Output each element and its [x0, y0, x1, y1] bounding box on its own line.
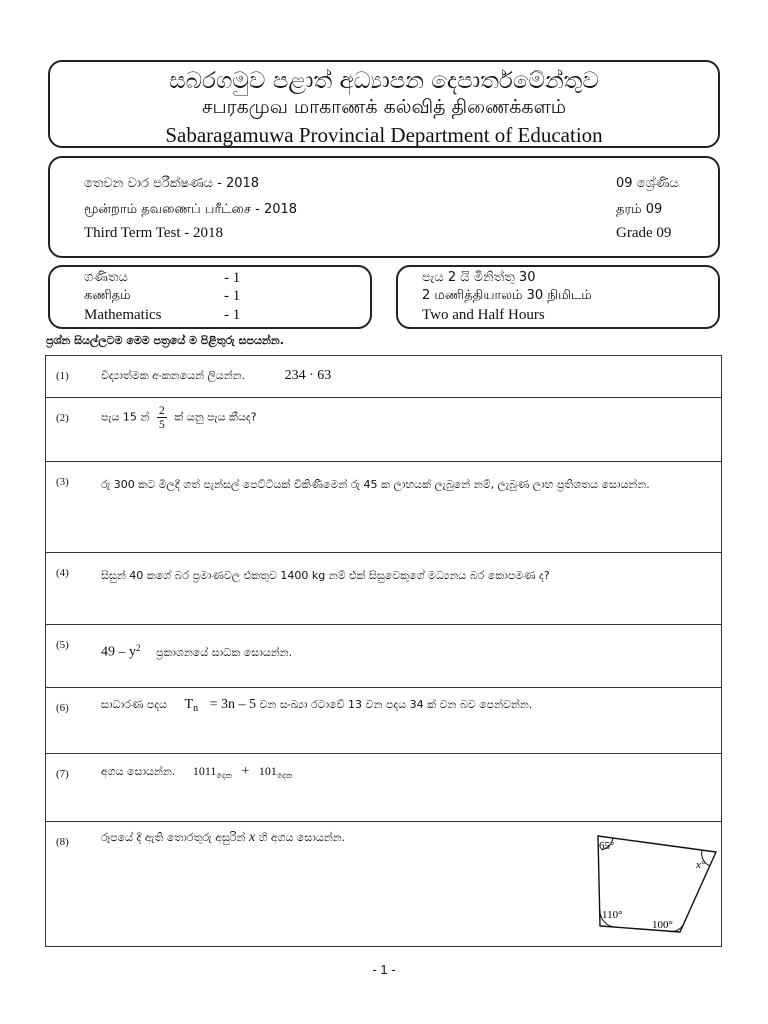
subject-tamil-paper: - 1: [224, 288, 241, 304]
question-number: (2): [56, 412, 69, 424]
fraction: [157, 404, 167, 431]
question-6: [46, 688, 721, 754]
question-text: සිසුන් 40 කගේ බර ප්‍රමාණවල එකතුව 1400 kg නම් එක් සිසුවෙකුගේ මධ්‍යනය බර කොපමණ ද?: [101, 569, 550, 582]
binary-a-base: දෙක: [216, 771, 232, 781]
question-7: [46, 754, 721, 822]
header-tamil: சபரகமுவ மாகாணக் கல்வித் திணைக்களம்: [201, 96, 567, 118]
angle-label-x: x°: [696, 859, 706, 871]
question-3: [46, 462, 721, 553]
question-number: (3): [56, 476, 69, 488]
question-number: (5): [56, 639, 69, 651]
term-equation: = 3n – 5: [209, 697, 256, 712]
fraction-denominator: 5: [158, 417, 165, 431]
page-number: - 1 -: [372, 962, 396, 977]
question-text-post: ක් යනු පැය කීයද?: [174, 410, 257, 424]
angle-label-110: 110°: [602, 909, 623, 921]
binary-b: 101: [258, 764, 277, 778]
term-symbol: T: [184, 697, 194, 712]
angle-label-65: 65°: [599, 840, 615, 852]
exponent: 2: [136, 643, 141, 653]
subject-english: Mathematics: [84, 307, 162, 323]
duration-box: [396, 265, 720, 329]
question-text: රු 300 කට මිලදී ගත් පැන්සල් පෙට්ටියක් විකිණීමෙන් රු 45 ක ලාභයක් ලැබුනේ නම්, ලැබුණ ලාභ ප්‍රතිශතය සොයන්න.: [101, 478, 650, 491]
binary-b-base: දෙක: [276, 771, 293, 781]
question-text: අගය සොයන්න.: [101, 765, 176, 778]
binary-a: 1011: [192, 764, 217, 778]
question-text-post: වන සංඛ්‍යා රටාවේ 13 වන පදය 34 ක් වන බව පෙන්වන්න.: [259, 698, 533, 711]
fraction-numerator: 2: [158, 403, 165, 417]
question-4: [46, 553, 721, 625]
exam-term-english: Third Term Test - 2018: [84, 225, 223, 241]
quadrilateral-figure: [588, 828, 723, 940]
expression: 49 – y: [101, 644, 136, 660]
header-box: [48, 60, 720, 148]
exam-info-box: [48, 156, 720, 258]
subject-box: [48, 265, 372, 329]
grade-sinhala: 09 ශ්‍රේණිය: [616, 176, 679, 191]
duration-english: Two and Half Hours: [422, 307, 545, 323]
subject-english-paper: - 1: [224, 307, 241, 323]
questions-table: [45, 355, 722, 947]
instruction-text: ප්‍රශ්න සියල්ලටම මෙම පත්‍රයේ ම පිළිතුරු සපයන්න.: [46, 334, 284, 347]
exam-term-sinhala: තෙවන වාර පරීක්ෂණය - 2018: [84, 176, 260, 191]
question-number: (1): [56, 370, 69, 382]
term-subscript: n: [193, 703, 199, 715]
header-english: Sabaragamuwa Provincial Department of Education: [165, 123, 603, 147]
question-5: [46, 625, 721, 688]
variable-x: x: [248, 830, 256, 845]
grade-english: Grade 09: [616, 225, 672, 241]
question-2: [46, 398, 721, 462]
duration-sinhala: පැය 2 යි මිනිත්තු 30: [422, 270, 536, 285]
question-number: (4): [56, 567, 69, 579]
duration-tamil: 2 மணித்தியாலம் 30 நிமிடம்: [422, 288, 592, 303]
grade-tamil: தரம் 09: [616, 202, 663, 217]
exam-term-tamil: மூன்றாம் தவணைப் பரீட்சை - 2018: [84, 202, 298, 217]
question-text-post: හි අගය සොයන්න.: [258, 831, 346, 844]
question-1: [46, 356, 721, 398]
question-number: (8): [56, 836, 69, 848]
question-number: (6): [56, 702, 69, 714]
question-text-pre: පැය 15 න්: [101, 410, 150, 424]
question-text-pre: රූපයේ දී ඇති තොරතුරු අසුරින්: [101, 831, 246, 844]
subject-sinhala-paper: - 1: [224, 270, 241, 286]
angle-label-100: 100°: [652, 919, 673, 931]
question-number: (7): [56, 768, 69, 780]
subject-tamil: கணிதம்: [84, 288, 131, 303]
question-math: 234 · 63: [284, 368, 332, 383]
question-text-pre: සාධාරණ පදය: [101, 698, 168, 711]
subject-sinhala: ගණිතය: [84, 270, 128, 285]
question-text: ප්‍රකාශනයේ සාධක සොයන්න.: [156, 645, 293, 659]
plus-operator: +: [241, 764, 250, 779]
question-text: විද්‍යාත්මක අංකනයෙන් ලියන්න.: [101, 369, 246, 382]
header-sinhala: සබරගමුව පළාත් අධ්‍යාපන දෙපාර්තමේන්තුව: [169, 68, 599, 94]
question-8: [46, 822, 721, 946]
